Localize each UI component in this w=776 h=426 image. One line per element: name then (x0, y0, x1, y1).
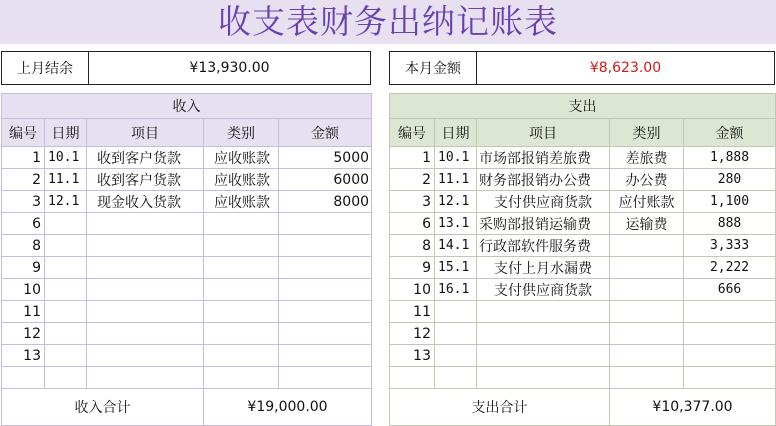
income-row (2, 279, 372, 301)
expense-cell-amount[interactable]: 888 (684, 213, 776, 235)
expense-cell-item[interactable] (477, 301, 610, 323)
expense-cell-date[interactable]: 15.1 (435, 257, 477, 279)
this-month-value[interactable]: ¥8,623.00 (589, 60, 662, 76)
income-cell-item[interactable]: 收到客户货款 (87, 147, 204, 169)
expense-header-date: 日期 (435, 119, 477, 147)
income-total-value[interactable]: ¥19,000.00 (204, 389, 372, 426)
expense-cell-item[interactable]: 支付供应商货款 (477, 279, 610, 301)
income-cell-amount[interactable]: 6000 (279, 169, 372, 191)
income-cell-item[interactable]: 收到客户货款 (87, 169, 204, 191)
expense-cell-amount[interactable]: 3,333 (684, 235, 776, 257)
expense-cell-category[interactable] (610, 367, 684, 389)
income-cell-item[interactable] (87, 213, 204, 235)
income-cell-item[interactable]: 现金收入货款 (87, 191, 204, 213)
income-cell-no[interactable]: 13 (2, 345, 45, 367)
expense-cell-date[interactable]: 16.1 (435, 279, 477, 301)
expense-row (390, 191, 776, 213)
income-cell-date[interactable]: 11.1 (45, 169, 87, 191)
expense-cell-amount[interactable] (684, 345, 776, 367)
expense-cell-date[interactable]: 12.1 (435, 191, 477, 213)
expense-cell-no[interactable]: 8 (390, 235, 435, 257)
income-cell-item[interactable] (87, 323, 204, 345)
expense-row (390, 235, 776, 257)
expense-row (390, 147, 776, 169)
income-row (2, 345, 372, 367)
income-cell-date[interactable] (45, 301, 87, 323)
income-cell-no[interactable]: 9 (2, 257, 45, 279)
income-cell-category[interactable] (204, 345, 279, 367)
income-row (2, 191, 372, 213)
income-cell-amount[interactable] (279, 323, 372, 345)
expense-cell-category[interactable] (610, 345, 684, 367)
expense-cell-no[interactable]: 3 (390, 191, 435, 213)
income-table (1, 93, 372, 426)
income-cell-date[interactable] (45, 279, 87, 301)
income-cell-category[interactable] (204, 213, 279, 235)
income-cell-amount[interactable] (279, 257, 372, 279)
income-header-category: 类别 (204, 119, 279, 147)
expense-total-value[interactable]: ¥10,377.00 (610, 389, 776, 426)
income-cell-no[interactable]: 12 (2, 323, 45, 345)
title-bar (0, 0, 776, 44)
income-cell-no[interactable]: 1 (2, 147, 45, 169)
expense-row (390, 279, 776, 301)
expense-cell-no[interactable] (390, 367, 435, 389)
expense-row (390, 367, 776, 389)
income-row (2, 257, 372, 279)
income-cell-date[interactable]: 10.1 (45, 147, 87, 169)
expense-cell-item[interactable] (477, 323, 610, 345)
expense-cell-amount[interactable] (684, 367, 776, 389)
expense-header-category: 类别 (610, 119, 684, 147)
page-title: 收支表财务出纳记账表 (218, 2, 558, 41)
expense-table (389, 93, 776, 426)
income-cell-category[interactable]: 应收账款 (204, 191, 279, 213)
income-cell-category[interactable]: 应收账款 (204, 147, 279, 169)
expense-cell-category[interactable] (610, 301, 684, 323)
expense-cell-date[interactable] (435, 301, 477, 323)
this-month-amount-box (389, 51, 775, 85)
expense-cell-date[interactable]: 10.1 (435, 147, 477, 169)
income-cell-item[interactable] (87, 367, 204, 389)
income-cell-no[interactable]: 2 (2, 169, 45, 191)
income-cell-amount[interactable] (279, 235, 372, 257)
expense-cell-no[interactable]: 13 (390, 345, 435, 367)
expense-cell-item[interactable]: 支付上月水漏费 (477, 257, 610, 279)
income-cell-amount[interactable]: 5000 (279, 147, 372, 169)
income-cell-no[interactable]: 10 (2, 279, 45, 301)
income-cell-amount[interactable] (279, 279, 372, 301)
income-cell-category[interactable] (204, 235, 279, 257)
expense-cell-no[interactable]: 1 (390, 147, 435, 169)
expense-cell-amount[interactable]: 1,888 (684, 147, 776, 169)
expense-cell-category[interactable]: 应付账款 (610, 191, 684, 213)
expense-header-amount: 金额 (684, 119, 776, 147)
income-cell-date[interactable] (45, 257, 87, 279)
expense-cell-category[interactable] (610, 279, 684, 301)
expense-cell-category[interactable] (610, 323, 684, 345)
expense-cell-item[interactable]: 采购部报销运输费 (477, 213, 610, 235)
income-section-title: 收入 (2, 94, 372, 119)
expense-cell-date[interactable] (435, 345, 477, 367)
expense-total-row (390, 389, 776, 426)
expense-cell-date[interactable]: 14.1 (435, 235, 477, 257)
expense-row (390, 345, 776, 367)
income-cell-amount[interactable] (279, 301, 372, 323)
expense-cell-amount[interactable]: 1,100 (684, 191, 776, 213)
expense-header-item: 项目 (477, 119, 610, 147)
expense-cell-date[interactable]: 11.1 (435, 169, 477, 191)
income-cell-item[interactable] (87, 257, 204, 279)
income-cell-date[interactable] (45, 367, 87, 389)
income-header-no: 编号 (2, 119, 45, 147)
income-header-item: 项目 (87, 119, 204, 147)
income-row (2, 301, 372, 323)
expense-cell-date[interactable]: 13.1 (435, 213, 477, 235)
expense-row (390, 257, 776, 279)
expense-cell-item[interactable]: 市场部报销差旅费 (477, 147, 610, 169)
income-cell-no[interactable]: 3 (2, 191, 45, 213)
expense-cell-item[interactable]: 行政部软件服务费 (477, 235, 610, 257)
income-header-row (2, 119, 372, 147)
income-cell-category[interactable] (204, 323, 279, 345)
income-cell-category[interactable]: 应收账款 (204, 169, 279, 191)
expense-cell-item[interactable] (477, 367, 610, 389)
expense-row (390, 301, 776, 323)
income-row (2, 235, 372, 257)
income-cell-amount[interactable] (279, 367, 372, 389)
expense-cell-category[interactable]: 运输费 (610, 213, 684, 235)
income-cell-amount[interactable]: 8000 (279, 191, 372, 213)
income-cell-no[interactable] (2, 367, 45, 389)
expense-section-title: 支出 (390, 94, 776, 119)
expense-cell-item[interactable] (477, 345, 610, 367)
last-month-label: 上月结余 (2, 52, 89, 84)
expense-cell-item[interactable]: 财务部报销办公费 (477, 169, 610, 191)
last-month-value[interactable]: ¥13,930.00 (189, 60, 270, 76)
expense-header-no: 编号 (390, 119, 435, 147)
income-cell-date[interactable]: 12.1 (45, 191, 87, 213)
income-cell-item[interactable] (87, 345, 204, 367)
expense-header-row (390, 119, 776, 147)
income-cell-amount[interactable] (279, 345, 372, 367)
expense-cell-no[interactable]: 11 (390, 301, 435, 323)
expense-cell-date[interactable] (435, 323, 477, 345)
income-cell-date[interactable] (45, 213, 87, 235)
income-cell-date[interactable] (45, 235, 87, 257)
income-cell-category[interactable] (204, 279, 279, 301)
expense-cell-date[interactable] (435, 367, 477, 389)
income-cell-category[interactable] (204, 257, 279, 279)
expense-cell-amount[interactable]: 666 (684, 279, 776, 301)
income-total-row (2, 389, 372, 426)
this-month-label: 本月金额 (390, 52, 477, 84)
expense-cell-amount[interactable] (684, 323, 776, 345)
last-month-balance-box (1, 51, 371, 85)
expense-cell-no[interactable]: 9 (390, 257, 435, 279)
expense-cell-amount[interactable] (684, 301, 776, 323)
income-cell-date[interactable] (45, 345, 87, 367)
expense-cell-item[interactable]: 支付供应商货款 (477, 191, 610, 213)
income-cell-item[interactable] (87, 235, 204, 257)
income-cell-category[interactable] (204, 301, 279, 323)
expense-cell-no[interactable]: 6 (390, 213, 435, 235)
income-cell-no[interactable]: 6 (2, 213, 45, 235)
income-cell-item[interactable] (87, 279, 204, 301)
expense-cell-amount[interactable]: 2,222 (684, 257, 776, 279)
income-row (2, 367, 372, 389)
income-cell-date[interactable] (45, 323, 87, 345)
income-cell-amount[interactable] (279, 213, 372, 235)
income-cell-item[interactable] (87, 301, 204, 323)
expense-cell-category[interactable] (610, 257, 684, 279)
income-header-date: 日期 (45, 119, 87, 147)
expense-row (390, 323, 776, 345)
expense-cell-category[interactable]: 办公费 (610, 169, 684, 191)
expense-total-label: 支出合计 (390, 389, 610, 426)
expense-row (390, 213, 776, 235)
expense-cell-no[interactable]: 2 (390, 169, 435, 191)
income-row (2, 147, 372, 169)
income-cell-no[interactable]: 11 (2, 301, 45, 323)
income-header-amount: 金额 (279, 119, 372, 147)
expense-cell-amount[interactable]: 280 (684, 169, 776, 191)
income-cell-category[interactable] (204, 367, 279, 389)
income-row (2, 169, 372, 191)
income-row (2, 213, 372, 235)
expense-cell-category[interactable]: 差旅费 (610, 147, 684, 169)
expense-cell-no[interactable]: 12 (390, 323, 435, 345)
income-total-label: 收入合计 (2, 389, 204, 426)
expense-row (390, 169, 776, 191)
expense-cell-category[interactable] (610, 235, 684, 257)
income-cell-no[interactable]: 8 (2, 235, 45, 257)
expense-cell-no[interactable]: 10 (390, 279, 435, 301)
income-row (2, 323, 372, 345)
